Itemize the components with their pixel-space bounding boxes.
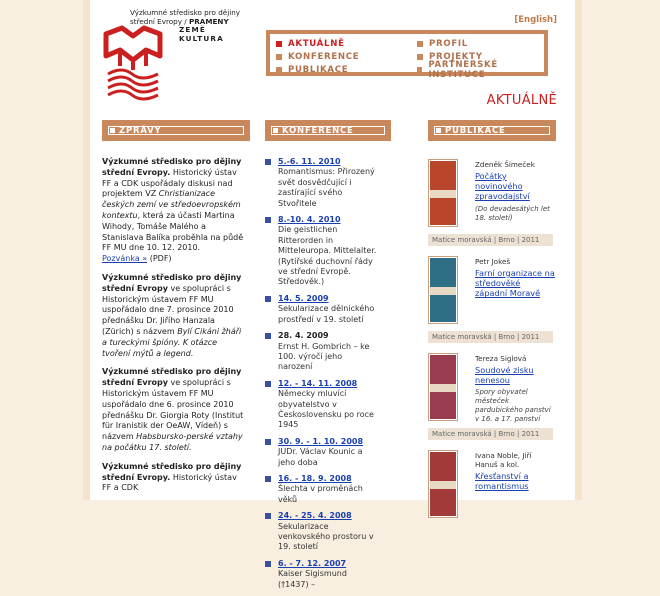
publication-heading xyxy=(428,120,556,141)
conference-title: Šlechta v proměnách věků xyxy=(278,484,363,504)
conference-date-link[interactable]: 16. - 18. 9. 2008 xyxy=(278,473,352,483)
news-title: Výzkumné středisko pro dějiny střední Evropy xyxy=(102,272,242,293)
news-heading-label: ZPRÁVY xyxy=(119,125,162,136)
conference-bullet-icon xyxy=(265,513,271,519)
news-item xyxy=(102,367,244,453)
conference-title: Romantismus: Přirozený svět dosvědčující i zastírající svého Stvořitele xyxy=(278,167,375,208)
conference-heading-label: KONFERENCE xyxy=(282,125,354,136)
conference-column xyxy=(265,120,391,596)
conference-title: JUDr. Václav Kounic a jeho doba xyxy=(278,447,363,467)
conference-item xyxy=(265,511,377,553)
publication-title-link[interactable]: Farní organizace na středověké západní Moravě xyxy=(475,268,555,299)
conference-title: Ernst H. Gombrich – ke 100. výročí jeho narození xyxy=(278,341,370,372)
conference-bullet-icon xyxy=(265,381,271,387)
news-italic-text: Habsbursko-perské vztahy na počátku 17. století. xyxy=(102,432,243,452)
publication-title-link[interactable]: Počátky novinového zpravodajství xyxy=(475,171,530,202)
conference-bullet-icon xyxy=(265,159,271,165)
nav-bullet-icon xyxy=(417,54,423,60)
nav-item-aktualne[interactable] xyxy=(276,37,359,50)
publication-item xyxy=(428,159,553,247)
nav-bullet-icon xyxy=(276,54,282,60)
news-text: , která za účasti Martina Wihody, Tomáše Malého a Stanislava Balíka proběhla na půdě FF MU dne 10. 12. 2010. xyxy=(102,210,244,253)
english-language-link[interactable]: [English] xyxy=(514,15,557,25)
conference-item xyxy=(265,331,377,373)
conference-date-link[interactable]: 24. - 25. 4. 2008 xyxy=(278,511,352,521)
publication-publisher: Matice moravská | Brno | 2011 xyxy=(428,428,553,440)
conference-heading xyxy=(265,120,391,141)
publication-publisher: Matice moravská | Brno | 2011 xyxy=(428,331,553,343)
book-cover-art xyxy=(430,452,456,516)
news-title: Výzkumné středisko pro dějiny střední Evropy. xyxy=(102,157,242,177)
nav-column-right xyxy=(417,37,544,80)
publication-title-link[interactable]: Křesťanství a romantismus xyxy=(475,471,529,492)
news-column xyxy=(102,120,250,502)
publication-item xyxy=(428,450,553,538)
book-cover-image[interactable] xyxy=(428,450,458,518)
conference-item xyxy=(265,437,377,468)
link-suffix: (PDF) xyxy=(147,254,172,264)
news-item xyxy=(102,462,244,494)
conference-date: 28. 4. 2009 xyxy=(278,331,329,341)
conference-title: Sekularizace dělnického prostředí v 19. století xyxy=(278,304,375,324)
conference-date-link[interactable]: 6. - 7. 12. 2007 xyxy=(278,558,347,568)
news-italic-text: Christianizace českých zemí ve středoevropském kontextu xyxy=(102,189,241,220)
logo-line-1: Výzkumné středisko pro dějiny xyxy=(130,8,241,17)
nav-item-publikace[interactable] xyxy=(276,63,359,76)
conference-title: Die geistlichen Ritterorden in Mitteleuropa. Mittelalter. (Rytířské duchovní řády ve střední Evropě. Středověk.) xyxy=(278,225,377,287)
news-text: ve spolupráci s Historickým ústavem FF MU uspořádalo dne 7. prosince 2010 přednášku Dr. Jiřího Hanzala (Zürich) s názvem xyxy=(102,283,234,336)
news-item xyxy=(102,273,244,359)
conference-title: Německy mluvící obyvatelstvo v Československu po roce 1945 xyxy=(278,389,374,430)
conference-bullet-icon xyxy=(265,561,271,567)
conference-item xyxy=(265,157,377,209)
news-list xyxy=(102,157,244,494)
nav-bullet-icon xyxy=(276,67,282,73)
conference-date-link[interactable]: 5.-6. 11. 2010 xyxy=(278,157,341,166)
conference-bullet-icon xyxy=(265,296,271,302)
nav-column-left xyxy=(276,37,359,76)
book-cover-art xyxy=(430,355,456,419)
publication-list xyxy=(428,159,553,538)
nav-bullet-icon xyxy=(417,41,423,47)
publication-author: Zdeněk Šimeček xyxy=(475,160,535,169)
left-page-strip xyxy=(83,0,90,500)
book-cover-art xyxy=(430,258,456,322)
nav-item-label: PARTNERSKÉ INSTITUCE xyxy=(428,59,498,80)
conference-date-link[interactable]: 8.-10. 4. 2010 xyxy=(278,215,341,225)
page xyxy=(90,0,575,589)
conference-date-link[interactable]: 12. - 14. 11. 2008 xyxy=(278,378,358,388)
conference-date-link[interactable]: 14. 5. 2009 xyxy=(278,293,329,303)
news-text: ve spolupráci s Historickým ústavem FF MU uspořádalo dne 6. prosince 2010 přednášku Dr. Giorgia Roty (Institut für Iranistik der OeAW, Vídeň) s názvem xyxy=(102,378,244,442)
publication-publisher: Matice moravská | Brno | 2011 xyxy=(428,234,553,246)
publication-author: Petr Jokeš xyxy=(475,257,511,266)
conference-item xyxy=(265,379,377,431)
publication-author: Tereza Siglová xyxy=(475,354,527,363)
conference-bullet-icon xyxy=(265,217,271,223)
news-item xyxy=(102,157,244,265)
conference-bullet-icon xyxy=(265,333,271,339)
book-cover-image[interactable] xyxy=(428,256,458,324)
heading-bullet-icon xyxy=(273,128,278,133)
publication-note: Spory obyvatel městeček pardubického panství v 16. a 17. panství xyxy=(475,388,551,423)
logo-line-2a: střední Evropy / xyxy=(130,16,187,26)
nav-bullet-icon xyxy=(417,67,422,73)
book-cover-art xyxy=(430,161,456,225)
page-title: AKTUÁLNĚ xyxy=(486,93,557,108)
logo-line-3: ZEMĚ xyxy=(179,25,206,35)
nav-item-partnerske-instituce[interactable] xyxy=(417,59,544,80)
publication-item xyxy=(428,353,553,441)
heading-bullet-icon xyxy=(436,128,441,133)
conference-date-link[interactable]: 30. 9. - 1. 10. 2008 xyxy=(278,436,364,446)
news-title: Výzkumné středisko pro dějiny střední Evropy. xyxy=(102,461,242,482)
nav-item-label: PUBLIKACE xyxy=(288,64,349,75)
nav-item-label: PROFIL xyxy=(429,38,468,49)
nav-item-label: KONFERENCE xyxy=(288,51,360,62)
news-title: Výzkumné středisko pro dějiny střední Evropy xyxy=(102,367,242,388)
nav-item-label: PROJEKTY xyxy=(429,51,483,62)
main-navigation xyxy=(266,30,548,80)
publication-author: Ivana Noble, Jiří Hanuš a kol. xyxy=(475,451,532,469)
conference-item xyxy=(265,294,377,325)
book-cover-image[interactable] xyxy=(428,159,458,227)
book-cover-image[interactable] xyxy=(428,353,458,421)
conference-item xyxy=(265,215,377,288)
publication-title-link[interactable]: Soudové zisku nenesou xyxy=(475,365,534,386)
conference-title: Kaiser Sigismund (†1437) – xyxy=(278,569,347,589)
conference-bullet-icon xyxy=(265,476,271,482)
right-page-strip xyxy=(575,0,582,500)
logo[interactable] xyxy=(102,9,252,99)
publication-heading-label: PUBLIKACE xyxy=(445,125,506,136)
publication-column xyxy=(428,120,556,547)
conference-bullet-icon xyxy=(265,439,271,445)
news-italic-text: Bylí Cikáni žháři a tureckými špióny. K otázce tvoření mýtů a legend. xyxy=(102,326,242,358)
logo-text xyxy=(130,9,240,43)
conference-list xyxy=(265,157,377,590)
nav-item-label: AKTUÁLNĚ xyxy=(288,38,345,49)
logo-line-4: KULTURA xyxy=(179,33,224,43)
publication-note: (Do devadesátých let 18. století) xyxy=(475,205,550,222)
nav-bullet-icon xyxy=(276,41,282,47)
logo-line-2b: PRAMENY xyxy=(189,16,229,26)
invitation-link[interactable]: Pozvánka » xyxy=(102,254,148,264)
heading-bullet-icon xyxy=(110,128,115,133)
news-heading xyxy=(102,120,250,141)
news-text: Historický ústav FF a CDK uspořádaly diskusi nad projektem VZ xyxy=(102,167,237,199)
conference-item xyxy=(265,474,377,505)
publication-item xyxy=(428,256,553,344)
conference-item xyxy=(265,559,377,590)
nav-item-konference[interactable] xyxy=(276,50,359,63)
conference-title: Sekularizace venkovského prostoru v 19. století xyxy=(278,521,374,552)
news-text: Historický ústav FF a CDK xyxy=(102,472,237,493)
nav-item-profil[interactable] xyxy=(417,37,544,50)
